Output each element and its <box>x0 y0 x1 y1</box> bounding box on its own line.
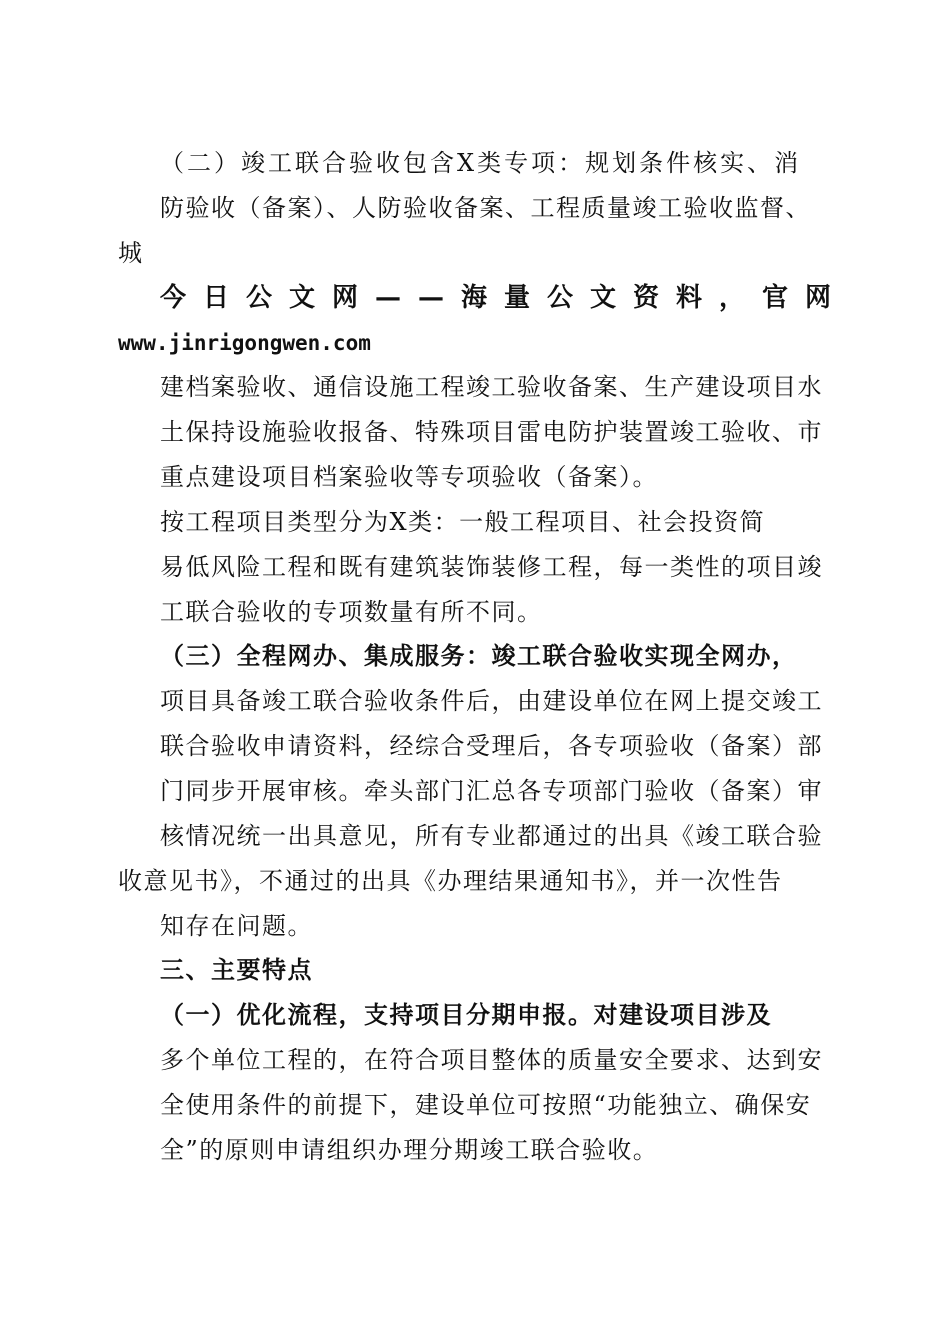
paragraph-line: （二）竣工联合验收包含X类专项：规划条件核实、消 <box>160 149 802 177</box>
paragraph-line: 核情况统一出具意见，所有专业都通过的出具《竣工联合验 <box>160 822 823 850</box>
paragraph-line: 项目具备竣工联合验收条件后，由建设单位在网上提交竣工 <box>160 687 823 715</box>
paragraph-line: 全使用条件的前提下，建设单位可按照“功能独立、确保安 <box>160 1091 812 1119</box>
banner-line: 今日公文网——海量公文资料，官网 <box>160 283 849 313</box>
website-url: www.jinrigongwen.com <box>118 331 371 355</box>
section-heading: 三、主要特点 <box>160 955 313 984</box>
paragraph-line: 防验收（备案）、人防验收备案、工程质量竣工验收监督、 <box>160 194 811 222</box>
paragraph-line: 重点建设项目档案验收等专项验收（备案）。 <box>160 463 658 491</box>
paragraph-line: 土保持设施验收报备、特殊项目雷电防护装置竣工验收、市 <box>160 418 823 446</box>
paragraph-line: 多个单位工程的，在符合项目整体的质量安全要求、达到安 <box>160 1046 823 1074</box>
section-heading: （三）全程网办、集成服务：竣工联合验收实现全网办， <box>160 641 798 670</box>
paragraph-line: 全”的原则申请组织办理分期竣工联合验收。 <box>160 1136 659 1164</box>
paragraph-line: 工联合验收的专项数量有所不同。 <box>160 598 543 626</box>
paragraph-line: 收意见书》，不通过的出具《办理结果通知书》，并一次性告 <box>118 867 783 895</box>
paragraph-line: 知存在问题。 <box>160 912 313 940</box>
paragraph-line: 按工程项目类型分为X类：一般工程项目、社会投资简 <box>160 508 766 536</box>
section-heading: （一）优化流程，支持项目分期申报。对建设项目涉及 <box>160 1000 772 1029</box>
paragraph-line: 城 <box>118 239 142 267</box>
paragraph-line: 建档案验收、通信设施工程竣工验收备案、生产建设项目水 <box>160 373 823 401</box>
paragraph-line: 易低风险工程和既有建筑装饰装修工程，每一类性的项目竣 <box>160 553 823 581</box>
paragraph-line: 联合验收申请资料，经综合受理后，各专项验收（备案）部 <box>160 732 823 760</box>
paragraph-line: 门同步开展审核。牵头部门汇总各专项部门验收（备案）审 <box>160 777 823 805</box>
